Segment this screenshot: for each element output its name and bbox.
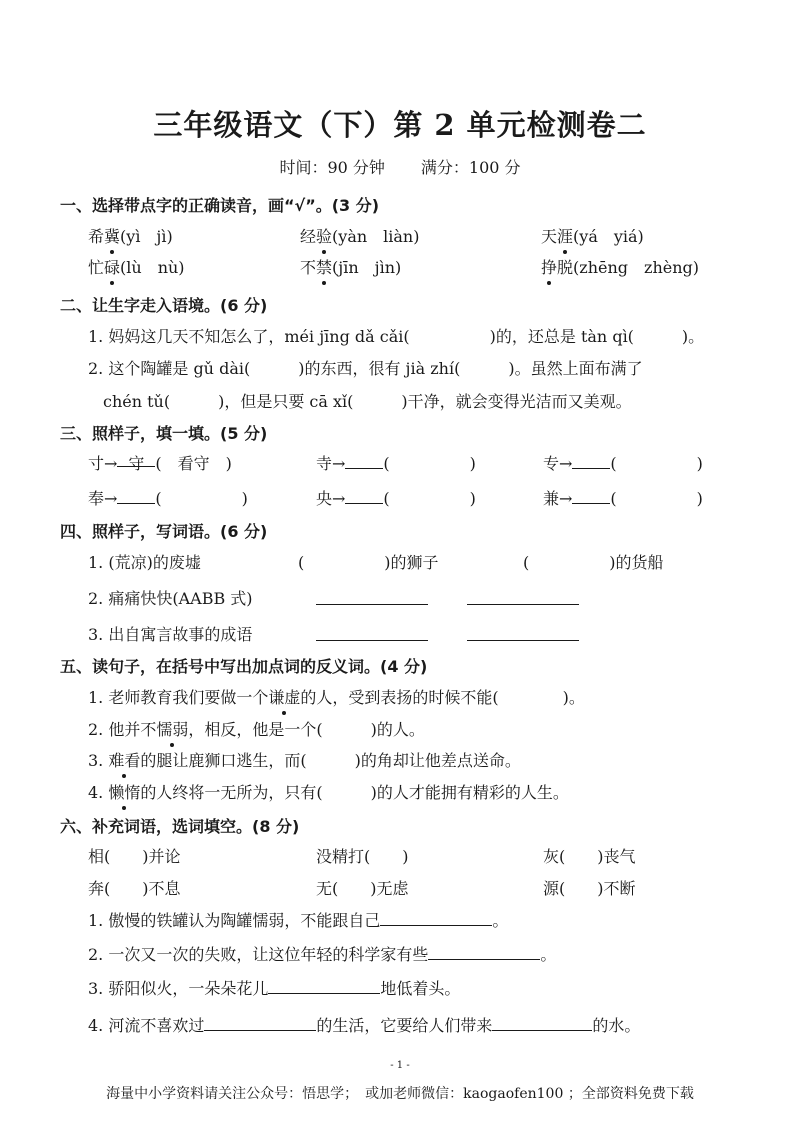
s1-item-1: 希冀(yì jì)	[88, 224, 173, 247]
s1-item-2: 经验(yàn liàn)	[300, 224, 419, 247]
s6-sentence-2: 2. 一次又一次的失败，让这位年轻的科学家有些 。	[88, 945, 557, 964]
time-limit: 时间：90 分钟	[279, 158, 385, 177]
page-title: 三年级语文（下）第 2 单元检测卷二	[153, 108, 647, 142]
s3-item-3: 奉→ ( )	[88, 489, 248, 508]
answer-line	[467, 625, 579, 641]
answer-line	[467, 589, 579, 605]
s5-line-3: 3. 难看的腿让鹿狮口逃生，而( )的角却让他差点送命。	[88, 748, 521, 771]
s6-word-2: 没精打( )	[316, 847, 409, 866]
s4-sample: 1. (荒凉)的废墟	[88, 553, 201, 572]
s2-line-1: 1. 妈妈这几天不知怎么了，méi jīng dǎ cǎi( )的，还总是 tàn qì( )。	[88, 327, 705, 346]
s3-item-1: 寺→ ( )	[316, 454, 476, 473]
s4-line-3: 3. 出自寓言故事的成语	[88, 625, 253, 644]
s5-line-2: 2. 他并不懦弱，相反，他是一个( )的人。	[88, 717, 425, 740]
section-4-heading: 四、照样子，写词语。(6 分)	[60, 522, 268, 541]
footer-notice: 海量中小学资料请关注公众号：悟思学； 或加老师微信：kaogaofen100 ；全部资料免费下载	[106, 1086, 694, 1102]
exam-info	[0, 155, 800, 178]
s2-line-3: chén tǔ( )，但是只要 cā xǐ( )干净，就会变得光洁而又美观。	[103, 392, 632, 411]
s1-item-4: 忙碌(lù nù)	[88, 255, 185, 278]
answer-line	[316, 589, 428, 605]
s6-sentence-4: 4. 河流不喜欢过 的生活，它要给人们带来 的水。	[88, 1016, 641, 1035]
s3-item-2: 专→ ( )	[543, 454, 703, 473]
section-2-heading: 二、让生字走入语境。(6 分)	[60, 296, 268, 315]
s6-word-1: 相( )并论	[88, 847, 181, 866]
s6-word-3: 灰( )丧气	[543, 847, 636, 866]
s4-blank-ship: ( )的货船	[523, 553, 664, 572]
s6-word-4: 奔( )不息	[88, 879, 181, 898]
s1-item-6: 挣脱(zhēng zhèng)	[541, 255, 699, 278]
s1-item-3: 天涯(yá yiá)	[541, 224, 644, 247]
s3-item-4: 央→ ( )	[316, 489, 476, 508]
s6-word-6: 源( )不断	[543, 879, 636, 898]
s3-sample: 寸→ 守 ( 看守 )	[88, 451, 232, 474]
s6-word-5: 无( )无虑	[316, 879, 409, 898]
s1-item-5: 不禁(jīn jìn)	[300, 255, 401, 278]
section-6-heading: 六、补充词语，选词填空。(8 分)	[60, 817, 300, 836]
section-3-heading: 三、照样子，填一填。(5 分)	[60, 424, 268, 443]
s4-blank-lion: ( )的狮子	[298, 553, 439, 572]
full-score: 满分：100 分	[420, 158, 521, 177]
page-number: - 1 -	[390, 1060, 410, 1071]
s5-line-4: 4. 懒惰的人终将一无所为，只有( )的人才能拥有精彩的人生。	[88, 780, 569, 803]
section-5-heading: 五、读句子，在括号中写出加点词的反义词。(4 分)	[60, 657, 428, 676]
s6-sentence-3: 3. 骄阳似火，一朵朵花儿 地低着头。	[88, 979, 461, 998]
s2-line-2: 2. 这个陶罐是 gǔ dài( )的东西，很有 jià zhí( )。虽然上面布满了	[88, 359, 643, 378]
s4-line-2: 2. 痛痛快快(AABB 式)	[88, 589, 253, 608]
s5-line-1: 1. 老师教育我们要做一个谦虚的人，受到表扬的时候不能( )。	[88, 685, 585, 708]
s3-item-5: 兼→ ( )	[543, 489, 703, 508]
section-1-heading: 一、选择带点字的正确读音，画“√”。(3 分)	[60, 196, 380, 215]
s6-sentence-1: 1. 傲慢的铁罐认为陶罐懦弱，不能跟自己 。	[88, 911, 509, 930]
answer-line	[316, 625, 428, 641]
